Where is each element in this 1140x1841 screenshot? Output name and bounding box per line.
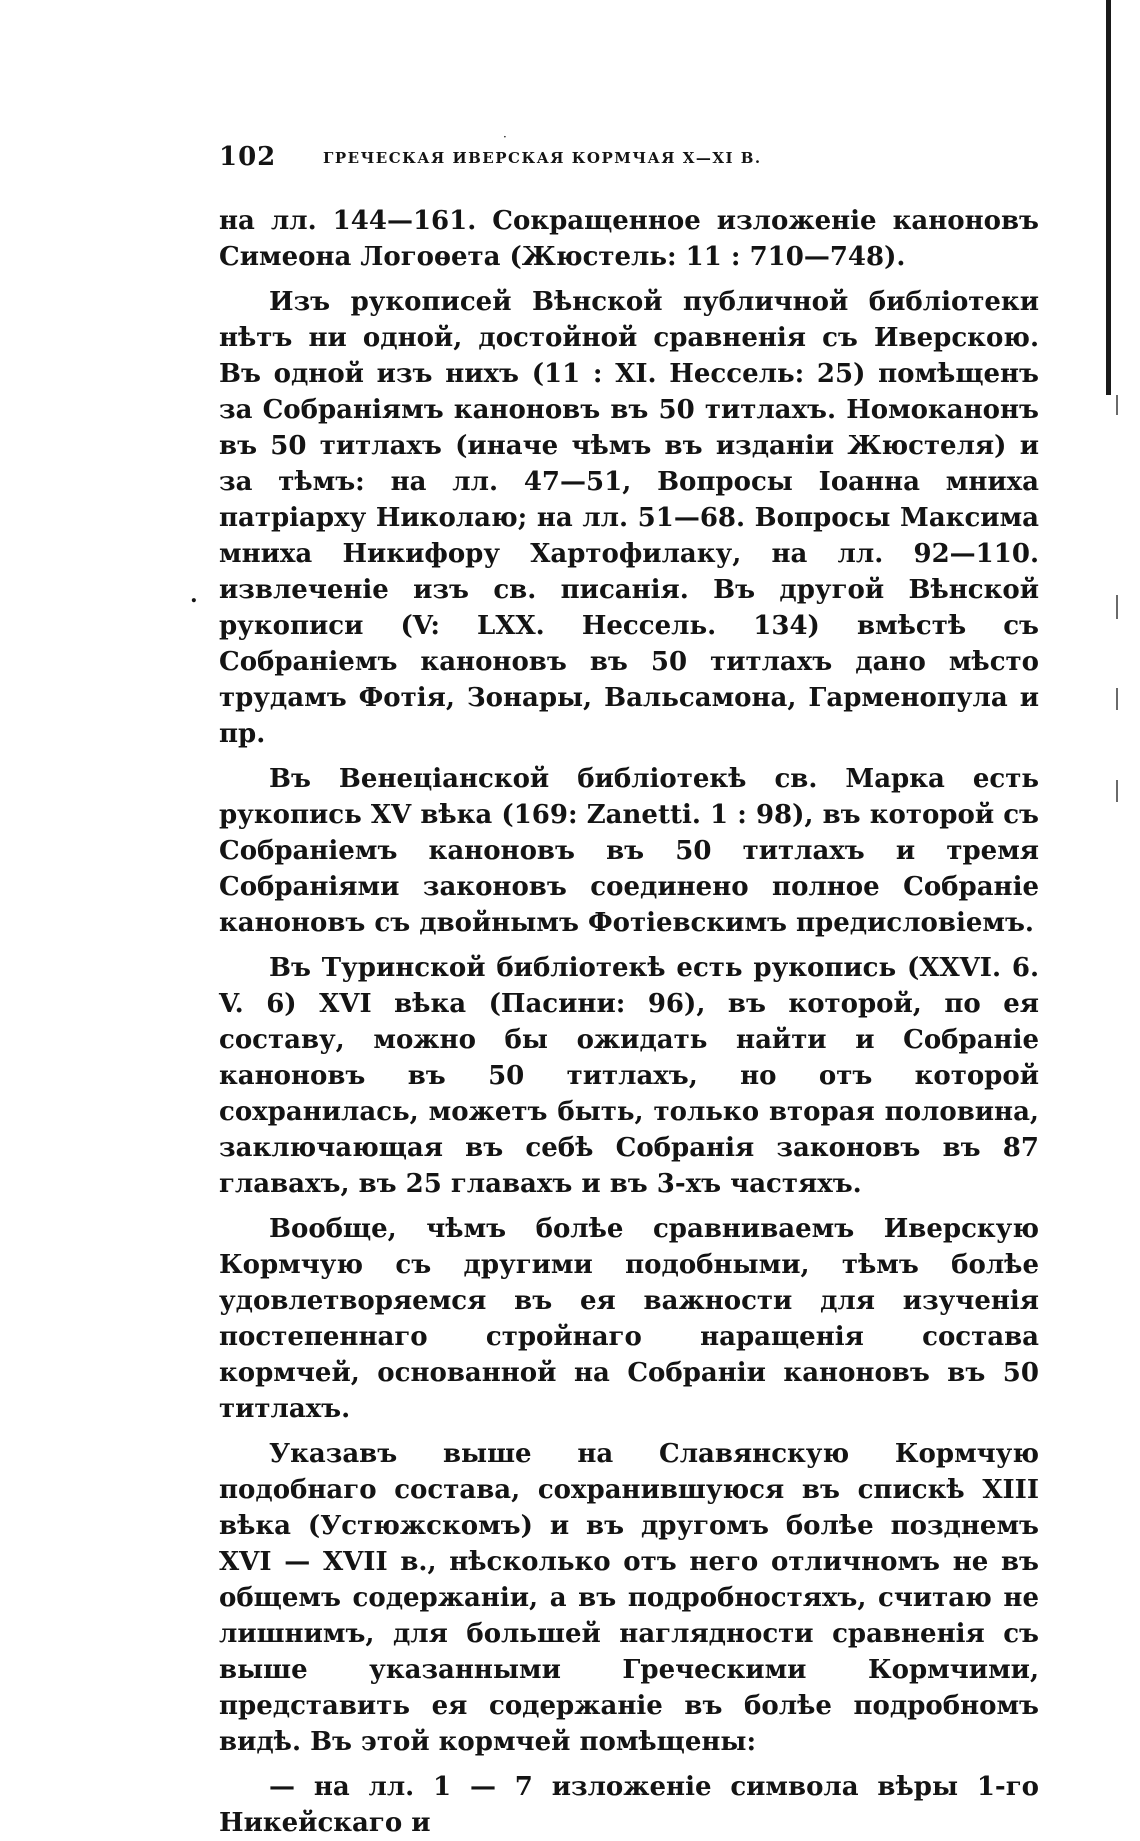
page-number: 102 xyxy=(219,142,277,172)
paragraph: на лл. 144—161. Сокращенное изложеніе каноновъ Симеона Логоѳета (Жюстель: 11 : 710—748). xyxy=(219,206,1039,272)
running-title: ГРЕЧЕСКАЯ ИВЕРСКАЯ КОРМЧАЯ X—XI В. xyxy=(323,149,762,167)
edge-mark xyxy=(1116,688,1118,710)
header-dot-mark: · xyxy=(503,130,507,144)
edge-mark xyxy=(1116,595,1118,619)
edge-mark xyxy=(1116,395,1118,415)
binding-edge-line xyxy=(1106,0,1111,395)
paragraph: Изъ рукописей Вѣнской публичной библіотеки нѣтъ ни одной, достойной сравненія съ Иверскою. Въ одной изъ нихъ (11 : XI. Нессель: 25) помѣщенъ за Собраніямъ каноновъ въ 50 титлахъ. Номоканонъ въ 50 титлахъ (иначе чѣмъ въ изданіи Жюстеля) и за тѣмъ: на лл. 47—51, Вопросы Іоанна мниха патріарху Николаю; на лл. 51—68. Вопросы Максима мниха Никифору Хартофилаку, на лл. 92—110. извлеченіе изъ св. писанія. Въ другой Вѣнской рукописи (V: LXX. Нессель. 134) вмѣстѣ съ Собраніемъ каноновъ въ 50 титлахъ дано мѣсто трудамъ Фотія, Зонары, Вальсамона, Гарменопула и пр. xyxy=(219,287,1039,749)
margin-dot-mark: . xyxy=(190,582,198,608)
edge-mark xyxy=(1116,780,1118,802)
paragraph: Вообще, чѣмъ болѣе сравниваемъ Иверскую Кормчую съ другими подобными, тѣмъ болѣе удовлетворяемся въ ея важности для изученія постепеннаго стройнаго наращенія состава кормчей, основанной на Собраніи каноновъ въ 50 титлахъ. xyxy=(219,1214,1039,1424)
paragraph: Въ Туринской библіотекѣ есть рукопись (XXVI. 6. V. 6) XVI вѣка (Пасини: 96), въ которой, по ея составу, можно бы ожидать найти и Собраніе каноновъ въ 50 титлахъ, но отъ которой сохранилась, можетъ быть, только вторая половина, заключающая въ себѣ Собранія законовъ въ 87 главахъ, въ 25 главахъ и въ 3-хъ частяхъ. xyxy=(219,953,1039,1199)
page-header xyxy=(219,130,1069,182)
paragraph: Въ Венеціанской библіотекѣ св. Марка есть рукопись XV вѣка (169: Zanetti. 1 : 98), въ которой съ Собраніемъ каноновъ въ 50 титлахъ и тремя Собраніями законовъ соединено полное Собраніе каноновъ съ двойнымъ Фотіевскимъ предисловіемъ. xyxy=(219,764,1039,938)
paragraph: Указавъ выше на Славянскую Кормчую подобнаго состава, сохранившуюся въ спискѣ XIII вѣка (Устюжскомъ) и въ другомъ болѣе позднемъ XVI — XVII в., нѣсколько отъ него отличномъ не въ общемъ содержаніи, а въ подробностяхъ, считаю не лишнимъ, для большей наглядности сравненія съ выше указанными Греческими Кормчими, представить ея содержаніе въ болѣе подробномъ видѣ. Въ этой кормчей помѣщены: xyxy=(219,1439,1039,1757)
body-text xyxy=(219,203,1039,1841)
paragraph: — на лл. 1 — 7 изложеніе символа вѣры 1-го Никейскаго и xyxy=(219,1772,1039,1838)
